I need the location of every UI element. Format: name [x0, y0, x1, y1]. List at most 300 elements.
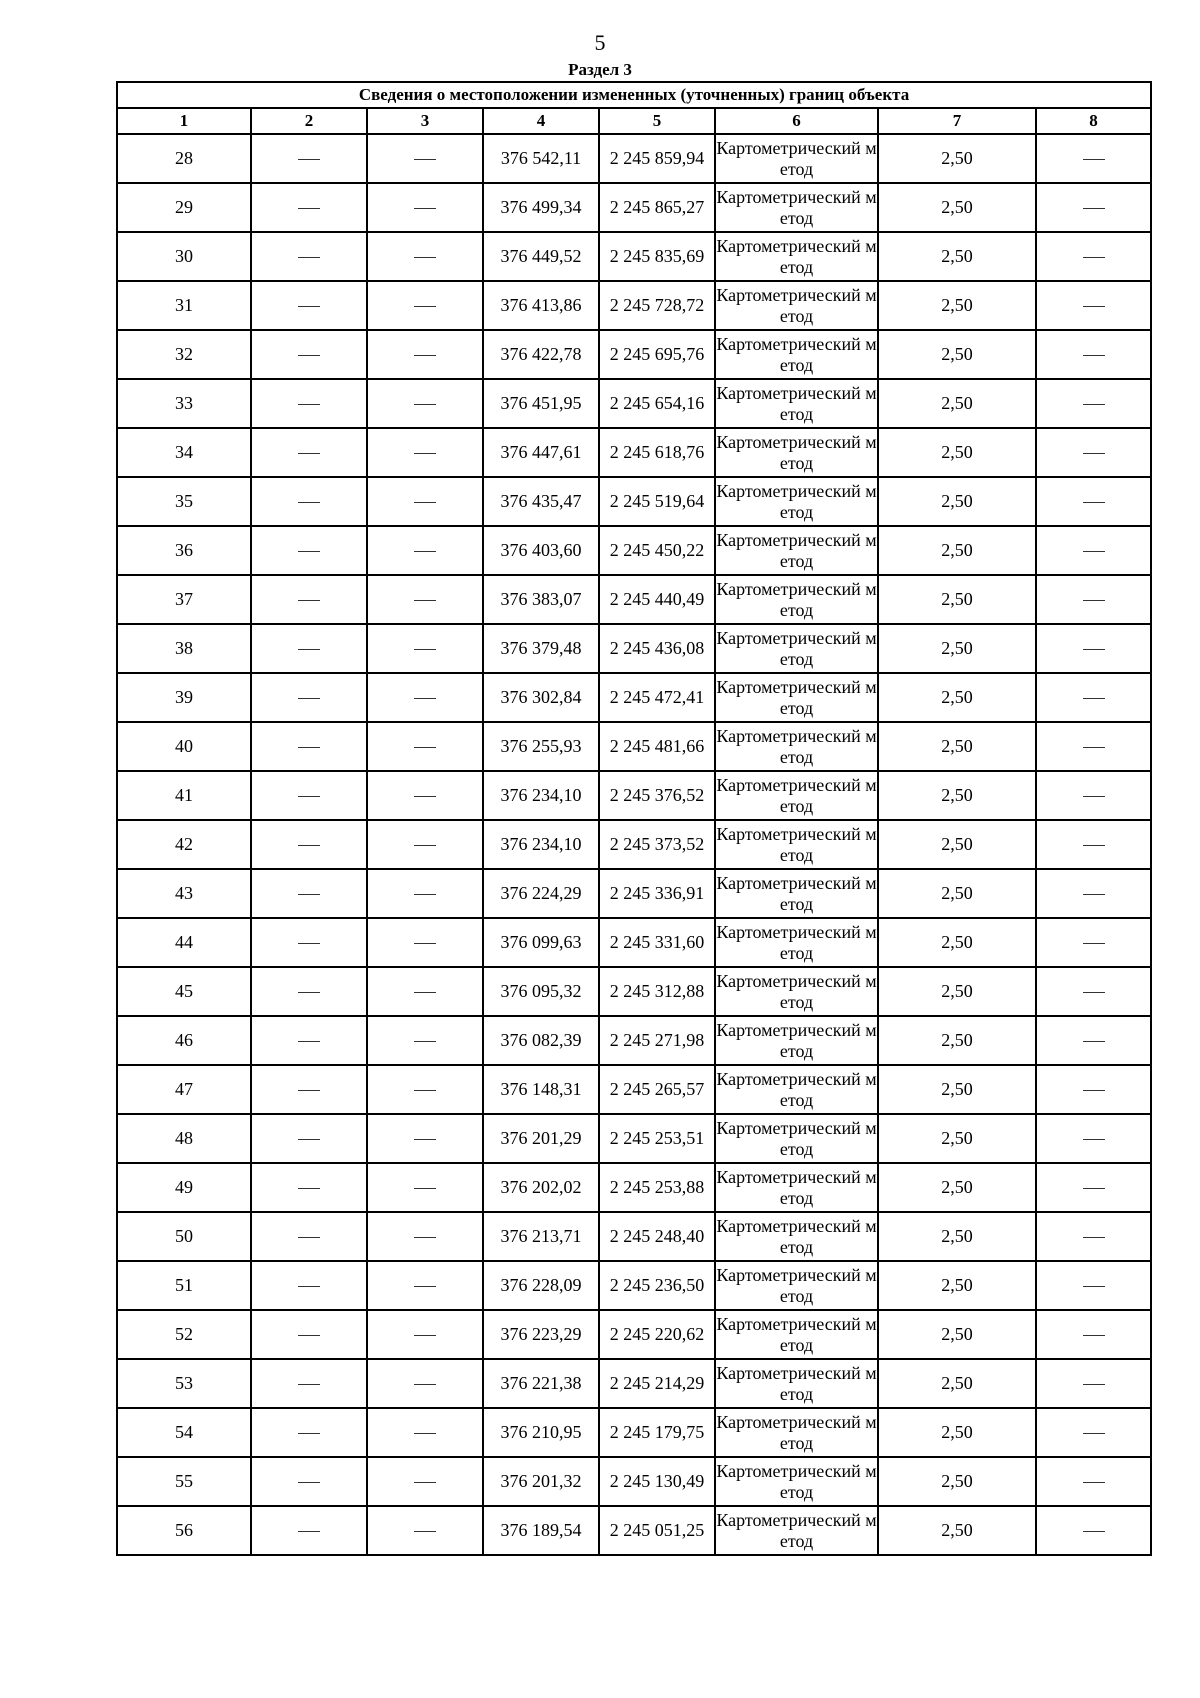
x-coordinate-cell: 376 403,60	[483, 526, 599, 575]
method-cell: Картометрический метод	[715, 1457, 878, 1506]
accuracy-cell: 2,50	[878, 1408, 1036, 1457]
empty-cell	[367, 918, 483, 967]
empty-dash-icon	[298, 159, 320, 160]
method-cell: Картометрический метод	[715, 281, 878, 330]
empty-cell	[1036, 1261, 1151, 1310]
table-row	[117, 232, 1151, 281]
empty-dash-icon	[298, 1237, 320, 1238]
empty-cell	[367, 477, 483, 526]
empty-dash-icon	[298, 1188, 320, 1189]
empty-dash-icon	[414, 992, 436, 993]
method-cell: Картометрический метод	[715, 722, 878, 771]
empty-cell	[251, 673, 367, 722]
y-coordinate-cell: 2 245 220,62	[599, 1310, 715, 1359]
empty-cell	[251, 1212, 367, 1261]
empty-dash-icon	[298, 698, 320, 699]
empty-cell	[367, 624, 483, 673]
table-row	[117, 820, 1151, 869]
empty-cell	[1036, 869, 1151, 918]
method-cell: Картометрический метод	[715, 967, 878, 1016]
accuracy-cell: 2,50	[878, 1114, 1036, 1163]
table-row	[117, 624, 1151, 673]
empty-dash-icon	[414, 1531, 436, 1532]
empty-cell	[1036, 918, 1151, 967]
table-row	[117, 1310, 1151, 1359]
empty-cell	[367, 1261, 483, 1310]
y-coordinate-cell: 2 245 265,57	[599, 1065, 715, 1114]
table-row	[117, 526, 1151, 575]
x-coordinate-cell: 376 189,54	[483, 1506, 599, 1555]
accuracy-cell: 2,50	[878, 1016, 1036, 1065]
table-row	[117, 477, 1151, 526]
x-coordinate-cell: 376 422,78	[483, 330, 599, 379]
y-coordinate-cell: 2 245 436,08	[599, 624, 715, 673]
empty-dash-icon	[298, 992, 320, 993]
empty-dash-icon	[1083, 502, 1105, 503]
empty-dash-icon	[298, 306, 320, 307]
empty-cell	[1036, 183, 1151, 232]
empty-cell	[367, 1506, 483, 1555]
x-coordinate-cell: 376 449,52	[483, 232, 599, 281]
y-coordinate-cell: 2 245 331,60	[599, 918, 715, 967]
method-cell: Картометрический метод	[715, 1163, 878, 1212]
y-coordinate-cell: 2 245 618,76	[599, 428, 715, 477]
accuracy-cell: 2,50	[878, 820, 1036, 869]
x-coordinate-cell: 376 302,84	[483, 673, 599, 722]
point-number-cell: 41	[117, 771, 251, 820]
accuracy-cell: 2,50	[878, 1310, 1036, 1359]
y-coordinate-cell: 2 245 373,52	[599, 820, 715, 869]
point-number-cell: 32	[117, 330, 251, 379]
empty-cell	[251, 232, 367, 281]
table-row	[117, 134, 1151, 183]
empty-dash-icon	[298, 1041, 320, 1042]
empty-cell	[367, 526, 483, 575]
empty-cell	[367, 183, 483, 232]
x-coordinate-cell: 376 201,32	[483, 1457, 599, 1506]
empty-dash-icon	[298, 943, 320, 944]
empty-dash-icon	[298, 1090, 320, 1091]
table-row	[117, 1506, 1151, 1555]
empty-dash-icon	[414, 551, 436, 552]
empty-dash-icon	[298, 600, 320, 601]
empty-cell	[251, 918, 367, 967]
empty-dash-icon	[414, 943, 436, 944]
y-coordinate-cell: 2 245 859,94	[599, 134, 715, 183]
table-row	[117, 428, 1151, 477]
empty-cell	[1036, 624, 1151, 673]
empty-dash-icon	[1083, 649, 1105, 650]
empty-cell	[1036, 134, 1151, 183]
x-coordinate-cell: 376 234,10	[483, 820, 599, 869]
accuracy-cell: 2,50	[878, 477, 1036, 526]
empty-cell	[1036, 771, 1151, 820]
empty-cell	[251, 967, 367, 1016]
empty-dash-icon	[298, 1531, 320, 1532]
table-row	[117, 183, 1151, 232]
y-coordinate-cell: 2 245 728,72	[599, 281, 715, 330]
point-number-cell: 51	[117, 1261, 251, 1310]
accuracy-cell: 2,50	[878, 624, 1036, 673]
point-number-cell: 30	[117, 232, 251, 281]
empty-dash-icon	[1083, 1482, 1105, 1483]
empty-dash-icon	[414, 1237, 436, 1238]
empty-dash-icon	[414, 1090, 436, 1091]
accuracy-cell: 2,50	[878, 918, 1036, 967]
method-cell: Картометрический метод	[715, 526, 878, 575]
x-coordinate-cell: 376 383,07	[483, 575, 599, 624]
empty-dash-icon	[298, 502, 320, 503]
empty-cell	[1036, 722, 1151, 771]
empty-dash-icon	[1083, 1041, 1105, 1042]
empty-dash-icon	[1083, 1335, 1105, 1336]
point-number-cell: 39	[117, 673, 251, 722]
empty-dash-icon	[1083, 1237, 1105, 1238]
y-coordinate-cell: 2 245 695,76	[599, 330, 715, 379]
method-cell: Картометрический метод	[715, 771, 878, 820]
empty-cell	[367, 1310, 483, 1359]
empty-cell	[1036, 232, 1151, 281]
empty-cell	[1036, 1212, 1151, 1261]
empty-cell	[1036, 1310, 1151, 1359]
accuracy-cell: 2,50	[878, 1506, 1036, 1555]
empty-dash-icon	[1083, 306, 1105, 307]
method-cell: Картометрический метод	[715, 1016, 878, 1065]
empty-dash-icon	[298, 1139, 320, 1140]
column-number: 3	[367, 108, 483, 134]
empty-dash-icon	[414, 159, 436, 160]
method-cell: Картометрический метод	[715, 918, 878, 967]
empty-dash-icon	[298, 551, 320, 552]
empty-cell	[1036, 1359, 1151, 1408]
empty-dash-icon	[414, 453, 436, 454]
table-row	[117, 722, 1151, 771]
empty-cell	[367, 820, 483, 869]
empty-cell	[1036, 1163, 1151, 1212]
accuracy-cell: 2,50	[878, 379, 1036, 428]
method-cell: Картометрический метод	[715, 1261, 878, 1310]
point-number-cell: 56	[117, 1506, 251, 1555]
x-coordinate-cell: 376 234,10	[483, 771, 599, 820]
point-number-cell: 33	[117, 379, 251, 428]
point-number-cell: 52	[117, 1310, 251, 1359]
empty-cell	[367, 1016, 483, 1065]
x-coordinate-cell: 376 082,39	[483, 1016, 599, 1065]
empty-cell	[367, 1065, 483, 1114]
empty-cell	[367, 1114, 483, 1163]
y-coordinate-cell: 2 245 051,25	[599, 1506, 715, 1555]
empty-cell	[251, 281, 367, 330]
table-row	[117, 771, 1151, 820]
empty-dash-icon	[298, 894, 320, 895]
accuracy-cell: 2,50	[878, 967, 1036, 1016]
empty-dash-icon	[414, 1482, 436, 1483]
table-row	[117, 575, 1151, 624]
empty-dash-icon	[414, 845, 436, 846]
empty-cell	[1036, 379, 1151, 428]
x-coordinate-cell: 376 447,61	[483, 428, 599, 477]
method-cell: Картометрический метод	[715, 134, 878, 183]
accuracy-cell: 2,50	[878, 1457, 1036, 1506]
empty-dash-icon	[298, 453, 320, 454]
accuracy-cell: 2,50	[878, 183, 1036, 232]
point-number-cell: 43	[117, 869, 251, 918]
method-cell: Картометрический метод	[715, 428, 878, 477]
accuracy-cell: 2,50	[878, 771, 1036, 820]
method-cell: Картометрический метод	[715, 1310, 878, 1359]
method-cell: Картометрический метод	[715, 624, 878, 673]
column-number: 4	[483, 108, 599, 134]
y-coordinate-cell: 2 245 214,29	[599, 1359, 715, 1408]
y-coordinate-cell: 2 245 481,66	[599, 722, 715, 771]
empty-cell	[367, 1359, 483, 1408]
y-coordinate-cell: 2 245 336,91	[599, 869, 715, 918]
empty-cell	[1036, 575, 1151, 624]
empty-cell	[367, 281, 483, 330]
empty-dash-icon	[298, 404, 320, 405]
table-row	[117, 1163, 1151, 1212]
point-number-cell: 53	[117, 1359, 251, 1408]
empty-cell	[367, 869, 483, 918]
empty-dash-icon	[1083, 159, 1105, 160]
empty-dash-icon	[414, 649, 436, 650]
table-caption: Сведения о местоположении измененных (уточненных) границ объекта	[117, 82, 1151, 108]
empty-cell	[1036, 281, 1151, 330]
empty-cell	[251, 1408, 367, 1457]
accuracy-cell: 2,50	[878, 1359, 1036, 1408]
table-row	[117, 869, 1151, 918]
method-cell: Картометрический метод	[715, 1408, 878, 1457]
empty-dash-icon	[414, 1384, 436, 1385]
column-number: 2	[251, 108, 367, 134]
accuracy-cell: 2,50	[878, 428, 1036, 477]
empty-cell	[367, 1212, 483, 1261]
accuracy-cell: 2,50	[878, 869, 1036, 918]
point-number-cell: 49	[117, 1163, 251, 1212]
empty-cell	[1036, 1016, 1151, 1065]
point-number-cell: 55	[117, 1457, 251, 1506]
table-row	[117, 1114, 1151, 1163]
accuracy-cell: 2,50	[878, 1261, 1036, 1310]
empty-dash-icon	[414, 208, 436, 209]
y-coordinate-cell: 2 245 253,88	[599, 1163, 715, 1212]
accuracy-cell: 2,50	[878, 1065, 1036, 1114]
y-coordinate-cell: 2 245 472,41	[599, 673, 715, 722]
empty-cell	[251, 379, 367, 428]
x-coordinate-cell: 376 499,34	[483, 183, 599, 232]
column-number: 1	[117, 108, 251, 134]
empty-cell	[251, 1163, 367, 1212]
empty-cell	[1036, 820, 1151, 869]
y-coordinate-cell: 2 245 519,64	[599, 477, 715, 526]
accuracy-cell: 2,50	[878, 281, 1036, 330]
empty-cell	[367, 575, 483, 624]
empty-dash-icon	[1083, 894, 1105, 895]
empty-dash-icon	[1083, 1433, 1105, 1434]
empty-cell	[1036, 673, 1151, 722]
empty-dash-icon	[1083, 1139, 1105, 1140]
table-body	[117, 134, 1151, 1555]
empty-cell	[1036, 1114, 1151, 1163]
y-coordinate-cell: 2 245 179,75	[599, 1408, 715, 1457]
empty-dash-icon	[298, 1286, 320, 1287]
method-cell: Картометрический метод	[715, 1065, 878, 1114]
empty-cell	[251, 134, 367, 183]
empty-dash-icon	[414, 1041, 436, 1042]
x-coordinate-cell: 376 379,48	[483, 624, 599, 673]
x-coordinate-cell: 376 201,29	[483, 1114, 599, 1163]
y-coordinate-cell: 2 245 654,16	[599, 379, 715, 428]
column-number: 6	[715, 108, 878, 134]
empty-dash-icon	[414, 1139, 436, 1140]
empty-dash-icon	[298, 747, 320, 748]
method-cell: Картометрический метод	[715, 1359, 878, 1408]
empty-dash-icon	[414, 502, 436, 503]
y-coordinate-cell: 2 245 130,49	[599, 1457, 715, 1506]
y-coordinate-cell: 2 245 450,22	[599, 526, 715, 575]
empty-dash-icon	[414, 747, 436, 748]
empty-cell	[251, 1261, 367, 1310]
empty-dash-icon	[1083, 257, 1105, 258]
empty-cell	[1036, 526, 1151, 575]
x-coordinate-cell: 376 099,63	[483, 918, 599, 967]
empty-cell	[1036, 477, 1151, 526]
empty-dash-icon	[1083, 208, 1105, 209]
table-row	[117, 1212, 1151, 1261]
empty-cell	[1036, 1408, 1151, 1457]
y-coordinate-cell: 2 245 253,51	[599, 1114, 715, 1163]
empty-cell	[367, 967, 483, 1016]
point-number-cell: 34	[117, 428, 251, 477]
empty-cell	[251, 183, 367, 232]
x-coordinate-cell: 376 228,09	[483, 1261, 599, 1310]
empty-cell	[367, 1408, 483, 1457]
empty-dash-icon	[1083, 404, 1105, 405]
empty-dash-icon	[1083, 698, 1105, 699]
empty-dash-icon	[298, 1433, 320, 1434]
method-cell: Картометрический метод	[715, 869, 878, 918]
empty-dash-icon	[1083, 1286, 1105, 1287]
empty-cell	[367, 428, 483, 477]
point-number-cell: 46	[117, 1016, 251, 1065]
method-cell: Картометрический метод	[715, 1212, 878, 1261]
empty-dash-icon	[414, 1286, 436, 1287]
empty-dash-icon	[298, 649, 320, 650]
empty-cell	[367, 771, 483, 820]
empty-dash-icon	[298, 1384, 320, 1385]
x-coordinate-cell: 376 221,38	[483, 1359, 599, 1408]
method-cell: Картометрический метод	[715, 1506, 878, 1555]
empty-cell	[367, 1163, 483, 1212]
empty-cell	[251, 1065, 367, 1114]
point-number-cell: 38	[117, 624, 251, 673]
point-number-cell: 47	[117, 1065, 251, 1114]
empty-cell	[367, 1457, 483, 1506]
column-number: 7	[878, 108, 1036, 134]
empty-dash-icon	[414, 796, 436, 797]
empty-dash-icon	[1083, 551, 1105, 552]
empty-dash-icon	[298, 1335, 320, 1336]
empty-cell	[251, 820, 367, 869]
method-cell: Картометрический метод	[715, 1114, 878, 1163]
empty-dash-icon	[1083, 453, 1105, 454]
empty-dash-icon	[414, 257, 436, 258]
empty-dash-icon	[1083, 943, 1105, 944]
method-cell: Картометрический метод	[715, 379, 878, 428]
method-cell: Картометрический метод	[715, 820, 878, 869]
page-number: 5	[594, 30, 606, 55]
y-coordinate-cell: 2 245 248,40	[599, 1212, 715, 1261]
point-number-cell: 35	[117, 477, 251, 526]
table-row	[117, 673, 1151, 722]
method-cell: Картометрический метод	[715, 183, 878, 232]
x-coordinate-cell: 376 542,11	[483, 134, 599, 183]
empty-cell	[251, 1457, 367, 1506]
empty-dash-icon	[298, 1482, 320, 1483]
empty-dash-icon	[1083, 1090, 1105, 1091]
empty-dash-icon	[414, 698, 436, 699]
x-coordinate-cell: 376 148,31	[483, 1065, 599, 1114]
empty-dash-icon	[1083, 1531, 1105, 1532]
column-number: 8	[1036, 108, 1151, 134]
table-row	[117, 967, 1151, 1016]
empty-cell	[251, 330, 367, 379]
x-coordinate-cell: 376 255,93	[483, 722, 599, 771]
empty-cell	[367, 330, 483, 379]
empty-cell	[367, 379, 483, 428]
point-number-cell: 36	[117, 526, 251, 575]
point-number-cell: 50	[117, 1212, 251, 1261]
empty-dash-icon	[1083, 600, 1105, 601]
table-row	[117, 379, 1151, 428]
section-title: Раздел 3	[568, 60, 632, 79]
method-cell: Картометрический метод	[715, 673, 878, 722]
y-coordinate-cell: 2 245 835,69	[599, 232, 715, 281]
method-cell: Картометрический метод	[715, 330, 878, 379]
point-number-cell: 54	[117, 1408, 251, 1457]
empty-cell	[251, 526, 367, 575]
empty-dash-icon	[298, 796, 320, 797]
empty-cell	[251, 624, 367, 673]
x-coordinate-cell: 376 224,29	[483, 869, 599, 918]
x-coordinate-cell: 376 202,02	[483, 1163, 599, 1212]
empty-dash-icon	[414, 1188, 436, 1189]
column-number: 5	[599, 108, 715, 134]
accuracy-cell: 2,50	[878, 232, 1036, 281]
accuracy-cell: 2,50	[878, 1163, 1036, 1212]
table-row	[117, 1359, 1151, 1408]
empty-cell	[251, 1016, 367, 1065]
y-coordinate-cell: 2 245 271,98	[599, 1016, 715, 1065]
empty-dash-icon	[298, 845, 320, 846]
empty-cell	[251, 722, 367, 771]
accuracy-cell: 2,50	[878, 134, 1036, 183]
accuracy-cell: 2,50	[878, 673, 1036, 722]
boundary-coordinates-table	[116, 81, 1152, 1556]
point-number-cell: 40	[117, 722, 251, 771]
x-coordinate-cell: 376 413,86	[483, 281, 599, 330]
empty-dash-icon	[1083, 1384, 1105, 1385]
point-number-cell: 48	[117, 1114, 251, 1163]
x-coordinate-cell: 376 095,32	[483, 967, 599, 1016]
empty-dash-icon	[1083, 796, 1105, 797]
accuracy-cell: 2,50	[878, 526, 1036, 575]
x-coordinate-cell: 376 213,71	[483, 1212, 599, 1261]
empty-cell	[1036, 428, 1151, 477]
empty-cell	[367, 134, 483, 183]
table-row	[117, 330, 1151, 379]
accuracy-cell: 2,50	[878, 1212, 1036, 1261]
